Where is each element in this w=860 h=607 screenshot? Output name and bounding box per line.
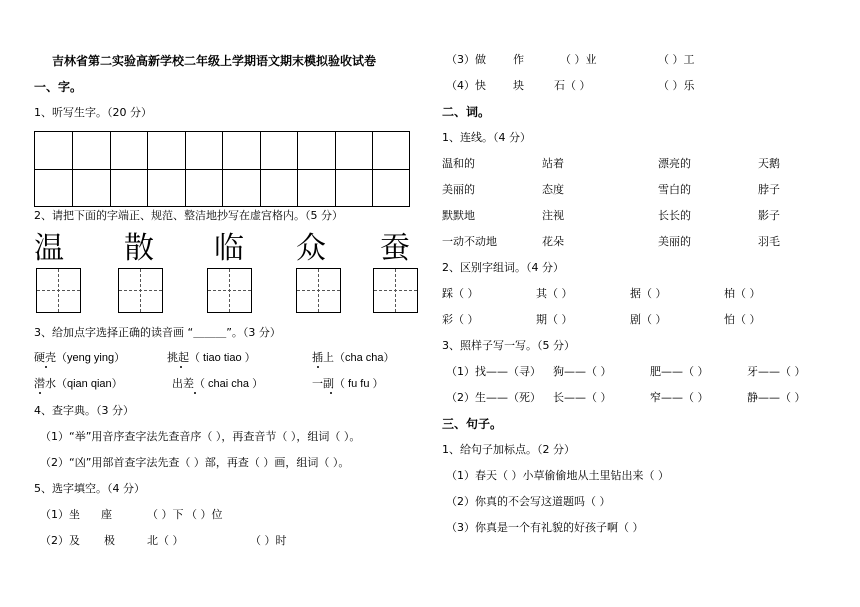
- question-label: 2、区别字组词。（4 分）: [442, 261, 564, 274]
- choice-item: 石（ ）: [554, 79, 591, 92]
- antonym-item: 长——（ ）: [553, 391, 612, 404]
- choice-item: 极: [104, 534, 115, 547]
- choice-item: （2）及: [40, 534, 80, 547]
- choice-item: 座: [101, 508, 112, 521]
- pinyin-choice: 潜水（qian qian）: [34, 378, 123, 390]
- antonym-item: 静——（ ）: [747, 391, 806, 404]
- choice-item: （3）做: [446, 53, 486, 66]
- question-label: 3、给加点字选择正确的读音画 “＿＿＿”。（3 分）: [34, 326, 281, 339]
- match-item: 影子: [758, 209, 780, 222]
- pinyin-choice: 出差（ chai cha ）: [172, 378, 264, 390]
- match-item: 羽毛: [758, 235, 780, 248]
- word-item: 踩（ ）: [442, 287, 479, 300]
- dictionary-line: （2）“凶”用部首查字法先查（ ）部，再查（ ）画，组词（ ）。: [40, 456, 350, 469]
- match-item: 温和的: [442, 157, 475, 170]
- dictionary-line: （1）“举”用音序查字法先查音序（ ），再查音节（ ），组词（ ）。: [40, 430, 361, 443]
- pinyin-choice: 挑起（ tiao tiao ）: [167, 352, 256, 364]
- choice-item: 北（ ）: [147, 534, 184, 547]
- question-label: 1、连线。（4 分）: [442, 131, 531, 144]
- copy-char: 散: [124, 231, 154, 266]
- choice-item: 作: [513, 53, 524, 66]
- pinyin-choice: 插上（cha cha）: [312, 352, 395, 364]
- section-heading: 一、字。: [34, 80, 83, 94]
- dictation-grid[interactable]: [34, 131, 410, 207]
- writing-box[interactable]: [207, 268, 252, 313]
- copy-char: 温: [34, 231, 64, 266]
- antonym-item: 肥——（ ）: [650, 365, 709, 378]
- antonym-item: 狗——（ ）: [553, 365, 612, 378]
- match-item: 一动不动地: [442, 235, 497, 248]
- match-item: 花朵: [542, 235, 564, 248]
- match-item: 脖子: [758, 183, 780, 196]
- section-heading: 二、词。: [442, 105, 491, 119]
- question-label: 3、照样子写一写。（5 分）: [442, 339, 575, 352]
- word-item: 怕（ ）: [724, 313, 761, 326]
- copy-char: 蚕: [380, 231, 410, 266]
- choice-item: 块: [513, 79, 524, 92]
- copy-char: 众: [296, 231, 326, 266]
- writing-box[interactable]: [118, 268, 163, 313]
- writing-box[interactable]: [36, 268, 81, 313]
- pinyin-choice: 硬壳（yeng ying）: [34, 352, 126, 364]
- writing-box[interactable]: [296, 268, 341, 313]
- match-item: 注视: [542, 209, 564, 222]
- match-item: 默默地: [442, 209, 475, 222]
- sentence-line: （2）你真的不会写这道题吗（ ）: [446, 495, 611, 508]
- choice-item: （ ）下: [147, 508, 184, 521]
- match-item: 雪白的: [658, 183, 691, 196]
- word-item: 剧（ ）: [630, 313, 667, 326]
- match-item: 美丽的: [442, 183, 475, 196]
- match-item: 长长的: [658, 209, 691, 222]
- question-label: 5、选字填空。（4 分）: [34, 482, 145, 495]
- match-item: 漂亮的: [658, 157, 691, 170]
- writing-box[interactable]: [373, 268, 418, 313]
- antonym-item: 窄——（ ）: [650, 391, 709, 404]
- choice-item: （ ）时: [250, 534, 287, 547]
- match-item: 站着: [542, 157, 564, 170]
- question-label: 1、给句子加标点。（2 分）: [442, 443, 575, 456]
- antonym-item: （1）找——（寻）: [446, 365, 541, 378]
- choice-item: （4）快: [446, 79, 486, 92]
- pinyin-choice: 一副（ fu fu ）: [312, 378, 384, 390]
- choice-item: （ ）工: [658, 53, 695, 66]
- choice-item: （ ）位: [186, 508, 223, 521]
- antonym-item: 牙——（ ）: [747, 365, 806, 378]
- question-label: 4、查字典。（3 分）: [34, 404, 134, 417]
- question-label: 2、请把下面的字端正、规范、整洁地抄写在虚宫格内。（5 分）: [34, 209, 343, 222]
- section-heading: 三、句子。: [442, 417, 503, 431]
- page-title: 吉林省第二实验高新学校二年级上学期语文期末模拟验收试卷: [52, 54, 377, 68]
- word-item: 据（ ）: [630, 287, 667, 300]
- antonym-item: （2）生——（死）: [446, 391, 541, 404]
- word-item: 彩（ ）: [442, 313, 479, 326]
- word-item: 柏（ ）: [724, 287, 761, 300]
- choice-item: （ ）业: [560, 53, 597, 66]
- match-item: 态度: [542, 183, 564, 196]
- sentence-line: （1）春天（ ）小草偷偷地从土里钻出来（ ）: [446, 469, 669, 482]
- word-item: 期（ ）: [536, 313, 573, 326]
- question-label: 1、听写生字。（20 分）: [34, 106, 152, 119]
- match-item: 美丽的: [658, 235, 691, 248]
- choice-item: （ ）乐: [658, 79, 695, 92]
- word-item: 其（ ）: [536, 287, 573, 300]
- match-item: 天鹅: [758, 157, 780, 170]
- copy-char: 临: [214, 231, 244, 266]
- choice-item: （1）坐: [40, 508, 80, 521]
- sentence-line: （3）你真是一个有礼貌的好孩子啊（ ）: [446, 521, 644, 534]
